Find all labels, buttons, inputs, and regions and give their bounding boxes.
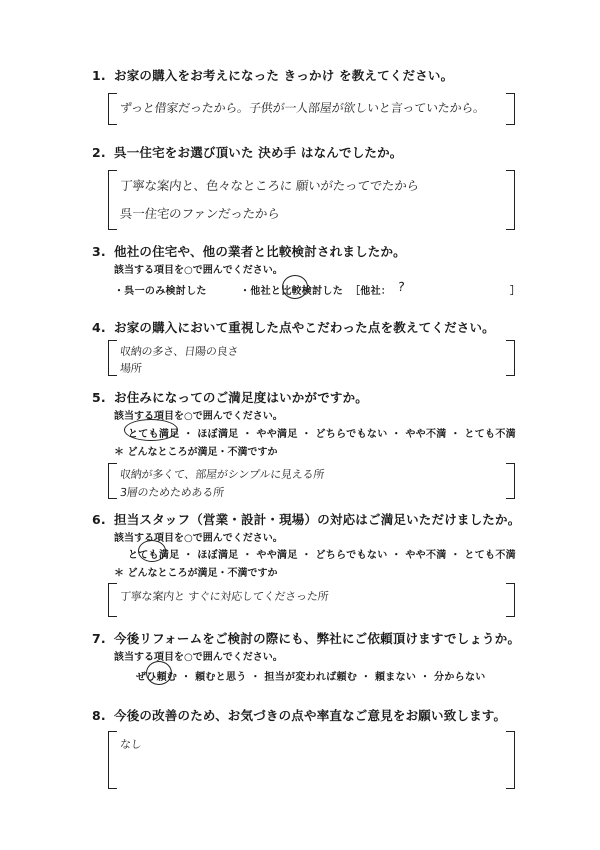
other-company-value: ?	[397, 279, 406, 294]
question-7-text: 今後リフォームをご検討の際にも、弊社にご依頼頂けますでしょうか。	[114, 631, 521, 646]
question-4-number: 4.	[92, 320, 106, 335]
question-8-number: 8.	[92, 708, 106, 723]
other-company-label: ［他社：	[350, 286, 392, 297]
question-2	[92, 143, 403, 161]
answer-box-2-left	[108, 170, 117, 230]
selection-circle-q5	[124, 419, 178, 441]
answer-4-line-1: 収納の多さ、日陽の良さ	[119, 345, 239, 358]
question-6	[92, 510, 520, 528]
question-5	[92, 388, 368, 406]
answer-box-5-right	[506, 463, 515, 499]
question-1	[92, 66, 453, 84]
question-5-scale[interactable]: とても満足 ・ ほぼ満足 ・ やや満足 ・ どちらでもない ・ やや不満 ・ とても不満	[128, 429, 516, 440]
question-6-instruction: 該当する項目を○で囲んでください。	[114, 533, 283, 544]
answer-box-1-right	[506, 93, 515, 125]
question-3-text: 他社の住宅や、他の業者と比較検討されましたか。	[114, 244, 406, 259]
question-7-number: 7.	[92, 631, 106, 646]
question-1-text: お家の購入をお考えになった きっかけ を教えてください。	[114, 68, 454, 83]
answer-box-8-right	[506, 731, 515, 789]
question-4	[92, 318, 495, 336]
answer-box-2-right	[506, 170, 515, 230]
option-compared-others[interactable]: ・他社と比較検討した	[240, 286, 343, 297]
question-6-number: 6.	[92, 512, 106, 527]
other-company-close: ］	[510, 286, 521, 297]
question-6-scale[interactable]: とても満足 ・ ほぼ満足 ・ やや満足 ・ どちらでもない ・ やや不満 ・ とても不満	[128, 550, 516, 561]
question-7-instruction: 該当する項目を○で囲んでください。	[114, 652, 283, 663]
answer-2-line-2: 呉一住宅のファンだったから	[119, 206, 281, 221]
question-4-text: お家の購入において重視した点やこだわった点を教えてください。	[114, 320, 495, 335]
question-6-text: 担当スタッフ（営業・設計・現場）の対応はご満足いただけましたか。	[114, 512, 521, 527]
selection-circle-q3	[282, 275, 308, 299]
question-3-number: 3.	[92, 244, 106, 259]
answer-6: 丁寧な案内と すぐに対応してくださった所	[119, 590, 330, 603]
answer-box-5-left	[108, 463, 117, 499]
question-5-followup: ＊ どんなところが満足・不満ですか	[114, 447, 278, 458]
answer-8: なし	[119, 738, 143, 751]
question-3	[92, 242, 406, 260]
question-5-number: 5.	[92, 390, 106, 405]
answer-box-6-right	[506, 583, 515, 617]
answer-1: ずっと借家だったから。子供が一人部屋が欲しいと言っていたから。	[119, 101, 486, 115]
answer-2-line-1: 丁寧な案内と、色々なところに 願いがたってでたから	[119, 178, 420, 193]
question-8-text: 今後の改善のため、お気づきの点や率直なご意見をお願い致します。	[114, 708, 507, 723]
selection-circle-q7	[146, 661, 172, 685]
selection-circle-q6	[138, 540, 166, 562]
question-5-text: お住みになってのご満足度はいかがですか。	[114, 390, 369, 405]
question-6-followup: ＊ どんなところが満足・不満ですか	[114, 568, 278, 579]
answer-5-line-1: 収納が多くて、部屋がシンプルに見える所	[119, 468, 325, 481]
answer-box-8-left	[108, 731, 117, 789]
option-kure-only[interactable]: ・呉一のみ検討した	[114, 286, 207, 297]
question-2-text: 呉一住宅をお選び頂いた 決め手 はなんでしたか。	[114, 145, 403, 160]
answer-box-1-left	[108, 93, 117, 125]
answer-box-6-left	[108, 583, 117, 617]
question-7	[92, 629, 520, 647]
answer-box-4-left	[108, 340, 117, 376]
answer-4-line-2: 場所	[119, 362, 143, 375]
question-7-scale[interactable]: ぜひ頼む ・ 頼むと思う ・ 担当が変われば頼む ・ 頼まない ・ 分からない	[136, 672, 486, 683]
question-5-instruction: 該当する項目を○で囲んでください。	[114, 411, 283, 422]
question-2-number: 2.	[92, 145, 106, 160]
question-8	[92, 706, 506, 724]
question-3-instruction: 該当する項目を○で囲んでください。	[114, 265, 283, 276]
answer-5-line-2: 3層のためためある所	[119, 486, 225, 499]
question-1-number: 1.	[92, 68, 106, 83]
answer-box-4-right	[506, 340, 515, 376]
